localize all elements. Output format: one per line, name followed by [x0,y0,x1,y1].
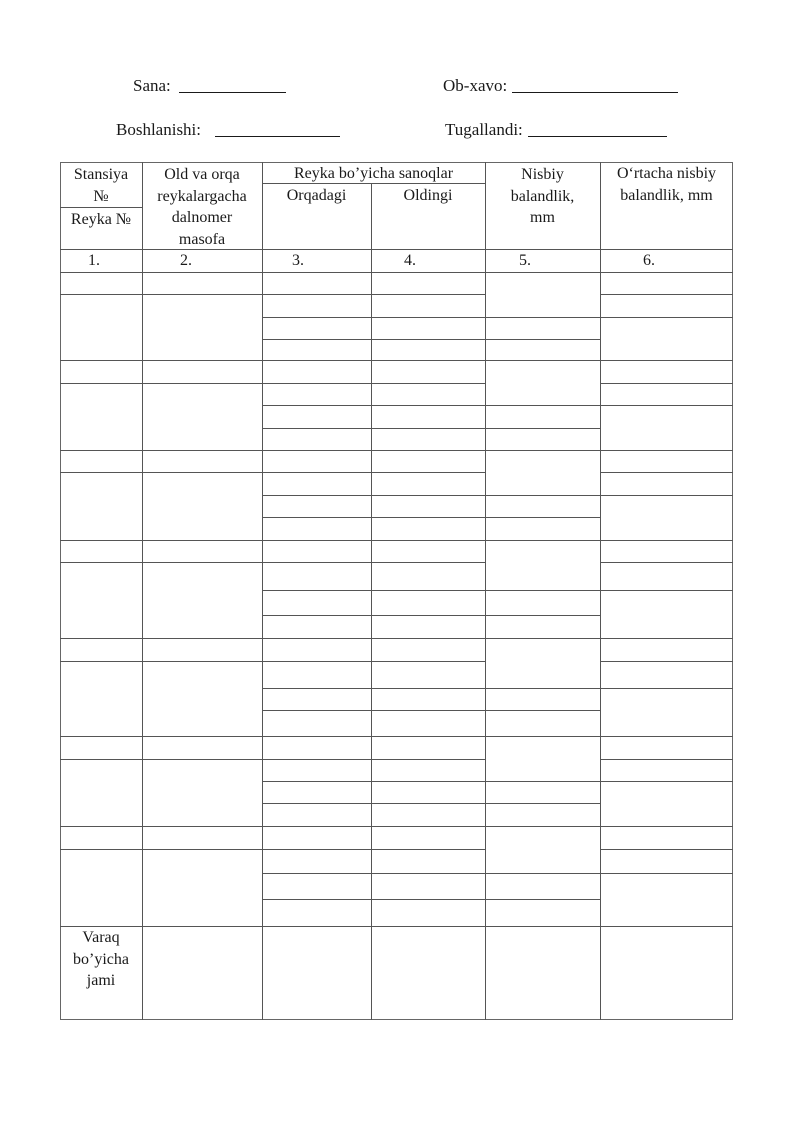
header-readings: Reyka bo’yicha sanoqlar [293,165,454,182]
nisbiy-row-divider [485,899,600,900]
reading-row-divider [262,590,485,591]
boshlanishi-label: Boshlanishi: [116,120,202,139]
obxavo-label: Ob-xavo: [443,76,508,95]
boshlanishi-field[interactable] [215,136,340,137]
nisbiy-row-divider [485,428,600,429]
ortacha-row-divider [600,317,733,318]
header-divider [60,207,142,208]
reading-row-divider [262,517,485,518]
column-number-6: 6. [643,252,655,269]
reading-row-divider [262,849,485,850]
column-number-5: 5. [519,252,531,269]
nisbiy-row-divider [485,517,600,518]
nisbiy-row-divider [485,710,600,711]
station-group-bottom [60,826,733,827]
nisbiy-row-divider [485,781,600,782]
column-divider [262,162,263,1020]
header-stansiya: Stansiya № [73,166,129,205]
reading-row-divider [262,405,485,406]
ortacha-row-divider [600,688,733,689]
station-group-bottom [60,450,733,451]
ortacha-row-divider [600,562,733,563]
column-divider [142,162,143,1020]
ortacha-row-divider [600,590,733,591]
header-nisbiy: Nisbiy balandlik, mm [510,166,575,226]
column-number-1: 1. [88,252,100,269]
reading-row-divider [262,472,485,473]
header-reyka: Reyka № [70,211,132,228]
station-row-divider [60,562,262,563]
reading-row-divider [262,803,485,804]
sana-field[interactable] [179,92,286,93]
nisbiy-row-divider [485,688,600,689]
station-row-divider [60,383,262,384]
reading-row-divider [262,383,485,384]
station-group-bottom [60,360,733,361]
footer-total-label: Varaq bo’yicha jami [73,929,129,989]
reading-row-divider [262,428,485,429]
station-row-divider [60,294,262,295]
ortacha-row-divider [600,661,733,662]
ortacha-row-divider [600,383,733,384]
tugallandi-label: Tugallandi: [445,120,523,139]
station-row-divider [60,661,262,662]
ortacha-row-divider [600,849,733,850]
column-divider [485,162,486,1020]
reading-row-divider [262,339,485,340]
column-number-2: 2. [180,252,192,269]
nisbiy-row-divider [485,317,600,318]
reading-row-divider [262,495,485,496]
column-number-4: 4. [404,252,416,269]
column-number-3: 3. [292,252,304,269]
header-divider [262,183,485,184]
nisbiy-row-divider [485,873,600,874]
reading-row-divider [262,688,485,689]
header-bottom [60,249,733,250]
ortacha-row-divider [600,405,733,406]
obxavo-field[interactable] [512,92,678,93]
nisbiy-row-divider [485,803,600,804]
nisbiy-row-divider [485,590,600,591]
header-distance: Old va orqa reykalargacha dalnomer masofa [157,166,247,248]
table-frame [60,162,733,1020]
nisbiy-row-divider [485,405,600,406]
number-row-bottom [60,272,733,273]
reading-row-divider [262,873,485,874]
header-orqadagi: Orqadagi [286,187,347,204]
station-group-bottom [60,638,733,639]
ortacha-row-divider [600,294,733,295]
station-row-divider [60,759,262,760]
nisbiy-row-divider [485,615,600,616]
nisbiy-row-divider [485,495,600,496]
reading-row-divider [262,661,485,662]
sana-label: Sana: [133,76,171,95]
station-row-divider [60,472,262,473]
tugallandi-field[interactable] [528,136,667,137]
reading-row-divider [262,615,485,616]
header-ortacha: O‘rtacha nisbiy balandlik, mm [616,165,717,204]
station-group-bottom [60,736,733,737]
reading-row-divider [262,781,485,782]
column-divider [371,183,372,1020]
reading-row-divider [262,294,485,295]
reading-row-divider [262,317,485,318]
column-divider [600,162,601,1020]
footer-top [60,926,733,927]
station-group-bottom [60,540,733,541]
ortacha-row-divider [600,781,733,782]
reading-row-divider [262,899,485,900]
reading-row-divider [262,759,485,760]
reading-row-divider [262,710,485,711]
station-row-divider [60,849,262,850]
ortacha-row-divider [600,873,733,874]
nisbiy-row-divider [485,339,600,340]
ortacha-row-divider [600,495,733,496]
ortacha-row-divider [600,759,733,760]
ortacha-row-divider [600,472,733,473]
header-oldingi: Oldingi [403,187,453,204]
reading-row-divider [262,562,485,563]
